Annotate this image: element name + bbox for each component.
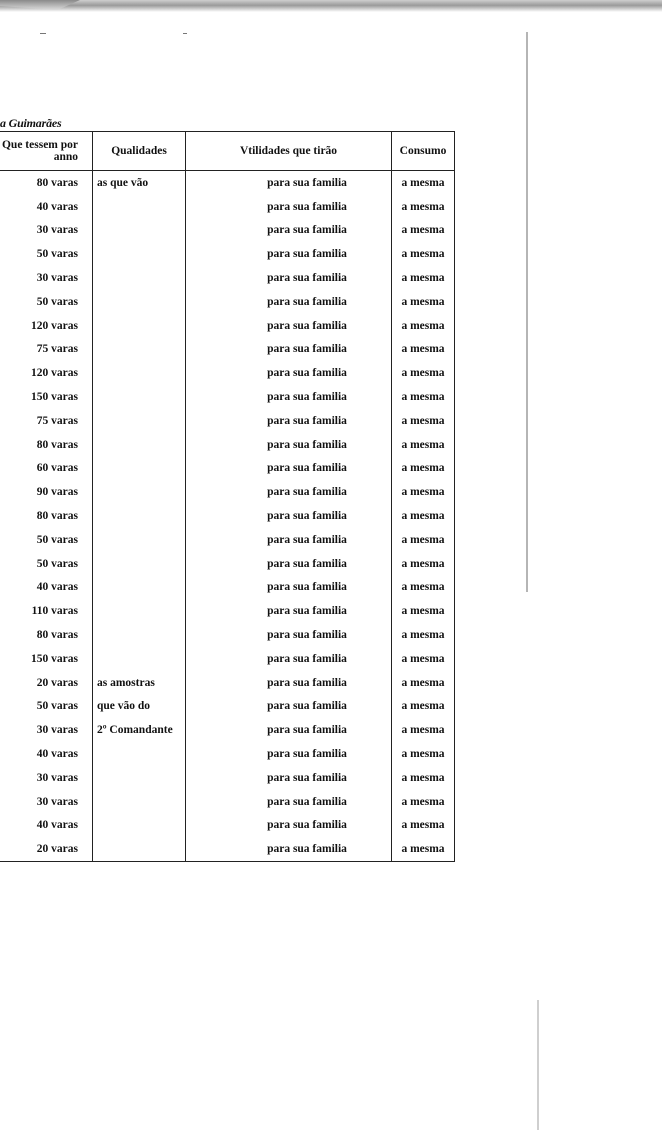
table-row [0,338,455,362]
table-row [0,599,455,623]
table-row [0,385,455,409]
row-utility: para sua familia [186,361,392,385]
row-utility: para sua familia [186,528,392,552]
row-consumption: a mesma [392,409,455,433]
row-utility: para sua familia [186,504,392,528]
row-utility: para sua familia [186,766,392,790]
row-consumption: a mesma [392,671,455,695]
row-quantity: 80 varas [0,504,93,528]
row-qualities: que vão do [93,695,186,719]
row-consumption: a mesma [392,457,455,481]
row-qualities: as que vão [93,171,186,195]
row-consumption: a mesma [392,742,455,766]
table-row [0,457,455,481]
table-row [0,219,455,243]
row-consumption: a mesma [392,314,455,338]
row-quantity: 60 varas [0,457,93,481]
table-row [0,290,455,314]
row-consumption: a mesma [392,599,455,623]
table-row [0,528,455,552]
row-qualities [93,433,186,457]
row-consumption: a mesma [392,623,455,647]
row-qualities [93,266,186,290]
row-utility: para sua familia [186,290,392,314]
document-heading: a Guimarães [0,116,62,130]
row-qualities [93,385,186,409]
table-row [0,552,455,576]
row-quantity: 120 varas [0,361,93,385]
row-qualities [93,766,186,790]
row-consumption: a mesma [392,171,455,195]
table-header-row [0,132,455,171]
row-quantity: 150 varas [0,385,93,409]
row-qualities [93,242,186,266]
row-utility: para sua familia [186,242,392,266]
row-qualities [93,647,186,671]
row-consumption: a mesma [392,695,455,719]
row-qualities [93,361,186,385]
row-quantity: 80 varas [0,623,93,647]
row-quantity: 50 varas [0,695,93,719]
row-qualities [93,314,186,338]
table-row [0,409,455,433]
row-qualities: 2º Comandante [93,718,186,742]
row-consumption: a mesma [392,552,455,576]
row-utility: para sua familia [186,219,392,243]
table-row [0,504,455,528]
row-qualities [93,837,186,861]
row-quantity: 150 varas [0,647,93,671]
row-quantity: 50 varas [0,290,93,314]
row-consumption: a mesma [392,837,455,861]
row-qualities [93,480,186,504]
row-quantity: 40 varas [0,576,93,600]
page-gutter-line [537,1000,539,1130]
row-quantity: 30 varas [0,219,93,243]
table-row [0,361,455,385]
row-quantity: 30 varas [0,266,93,290]
row-utility: para sua familia [186,837,392,861]
row-utility: para sua familia [186,266,392,290]
row-consumption: a mesma [392,361,455,385]
row-consumption: a mesma [392,385,455,409]
row-consumption: a mesma [392,528,455,552]
row-quantity: 20 varas [0,837,93,861]
row-consumption: a mesma [392,338,455,362]
row-qualities [93,576,186,600]
row-quantity: 90 varas [0,480,93,504]
row-qualities [93,290,186,314]
scan-speck [183,33,187,34]
row-consumption: a mesma [392,718,455,742]
row-utility: para sua familia [186,647,392,671]
table-row [0,695,455,719]
row-utility: para sua familia [186,480,392,504]
row-utility: para sua familia [186,314,392,338]
row-quantity: 50 varas [0,552,93,576]
page-corner-shadow [0,0,80,10]
row-consumption: a mesma [392,242,455,266]
row-utility: para sua familia [186,623,392,647]
row-qualities [93,742,186,766]
row-quantity: 20 varas [0,671,93,695]
row-consumption: a mesma [392,195,455,219]
row-qualities [93,219,186,243]
row-quantity: 30 varas [0,718,93,742]
row-qualities [93,457,186,481]
row-utility: para sua familia [186,409,392,433]
column-header-qualities: Qualidades [93,132,186,171]
row-quantity: 40 varas [0,814,93,838]
ledger-body [0,171,455,862]
table-row [0,766,455,790]
row-consumption: a mesma [392,266,455,290]
table-row [0,433,455,457]
table-row [0,790,455,814]
table-row [0,742,455,766]
row-quantity: 50 varas [0,242,93,266]
row-utility: para sua familia [186,433,392,457]
row-qualities: as amostras [93,671,186,695]
row-qualities [93,552,186,576]
row-consumption: a mesma [392,480,455,504]
table-row [0,314,455,338]
row-qualities [93,623,186,647]
row-quantity: 75 varas [0,409,93,433]
table-row [0,242,455,266]
row-qualities [93,338,186,362]
row-consumption: a mesma [392,766,455,790]
row-consumption: a mesma [392,504,455,528]
row-quantity: 30 varas [0,766,93,790]
row-qualities [93,409,186,433]
row-utility: para sua familia [186,790,392,814]
table-row [0,623,455,647]
row-qualities [93,504,186,528]
scan-speck [40,33,46,34]
row-utility: para sua familia [186,671,392,695]
row-quantity: 80 varas [0,171,93,195]
table-row [0,647,455,671]
row-quantity: 30 varas [0,790,93,814]
row-quantity: 40 varas [0,195,93,219]
row-utility: para sua familia [186,576,392,600]
row-utility: para sua familia [186,718,392,742]
column-header-utilities: Vtilidades que tirão [186,132,392,171]
cloth-ledger-table [0,131,455,862]
row-utility: para sua familia [186,742,392,766]
row-quantity: 40 varas [0,742,93,766]
row-qualities [93,195,186,219]
table-row [0,576,455,600]
column-header-consumption: Consumo [392,132,455,171]
row-utility: para sua familia [186,695,392,719]
row-qualities [93,528,186,552]
column-header-quantity: Que tessem por anno [0,132,93,171]
row-utility: para sua familia [186,599,392,623]
row-quantity: 120 varas [0,314,93,338]
row-utility: para sua familia [186,552,392,576]
table-row [0,195,455,219]
table-row [0,480,455,504]
row-utility: para sua familia [186,457,392,481]
page-top-edge [0,0,662,12]
row-quantity: 80 varas [0,433,93,457]
row-consumption: a mesma [392,814,455,838]
row-consumption: a mesma [392,790,455,814]
table-row [0,718,455,742]
row-qualities [93,790,186,814]
row-quantity: 75 varas [0,338,93,362]
table-row [0,671,455,695]
table-row [0,171,455,195]
row-qualities [93,599,186,623]
row-utility: para sua familia [186,195,392,219]
row-consumption: a mesma [392,290,455,314]
row-quantity: 50 varas [0,528,93,552]
table-row [0,814,455,838]
row-utility: para sua familia [186,814,392,838]
row-utility: para sua familia [186,385,392,409]
row-consumption: a mesma [392,576,455,600]
row-consumption: a mesma [392,219,455,243]
table-row [0,837,455,861]
row-utility: para sua familia [186,171,392,195]
row-qualities [93,814,186,838]
row-utility: para sua familia [186,338,392,362]
table-row [0,266,455,290]
row-consumption: a mesma [392,433,455,457]
page-gutter-line [526,32,528,592]
row-consumption: a mesma [392,647,455,671]
row-quantity: 110 varas [0,599,93,623]
